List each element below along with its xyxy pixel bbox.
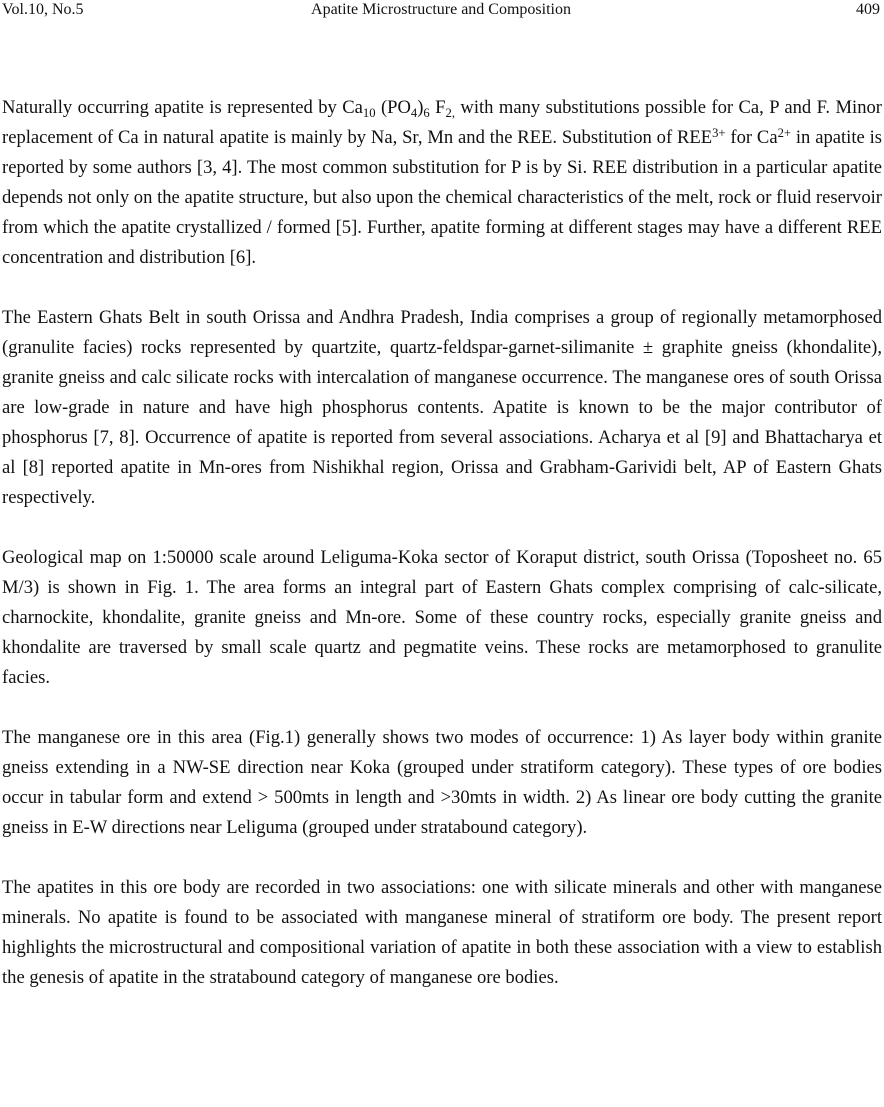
text-run: for Ca [725,127,778,148]
subscript: 6 [423,105,430,120]
superscript: 2+ [777,125,792,140]
subscript: 4 [410,105,418,120]
page-number: 409 [856,1,880,18]
paragraph-apatite-associations: The apatites in this ore body are recorded in two associations: one with silicate minerals and other with manganese minerals. No apatite is found to be associated with manganese mineral of stratiform ore body. The present report highlights the microstructural and compositional variation of apatite in both these association with a view to establish the genesis of apatite in the stratabound category of manganese ore bodies. [2,877,882,988]
body-text [2,93,882,993]
subscript: 10 [362,105,376,120]
text-run: (PO [375,97,411,118]
running-title: Apatite Microstructure and Composition [311,1,571,18]
text-run: with many substitutions possible for Ca, P and F. Minor replacement of Ca in natural apatite is mainly by Na, Sr, Mn and the REE. Substitution of REE [2,97,882,148]
paragraph-geological-map: Geological map on 1:50000 scale around Leliguma-Koka sector of Koraput district, south Orissa (Toposheet no. 65 M/3) is shown in Fig. 1. The area forms an integral part of Eastern Ghats complex comprising of calc-silicate, charnockite, khondalite, granite gneiss and Mn-ore. Some of these country rocks, especially granite gneiss and khondalite are traversed by small scale quartz and pegmatite veins. These rocks are metamorphosed to granulite facies. [2,547,882,688]
paragraph-manganese-ore: The manganese ore in this area (Fig.1) generally shows two modes of occurrence: 1) As layer body within granite gneiss extending in a NW-SE direction near Koka (grouped under stratiform category). These types of ore bodies occur in tabular form and extend > 500mts in length and >30mts in width. 2) As linear ore body cutting the granite gneiss in E-W directions near Leliguma (grouped under stratabound category). [2,727,882,838]
paragraph-eastern-ghats: The Eastern Ghats Belt in south Orissa and Andhra Pradesh, India comprises a group of regionally metamorphosed (granulite facies) rocks represented by quartzite, quartz-feldspar-garnet-silimanite ± graphite gneiss (khondalite), granite gneiss and calc silicate rocks with intercalation of manganese occurrence. The manganese ores of south Orissa are low-grade in nature and have high phosphorus contents. Apatite is known to be the major contributor of phosphorus [7, 8]. Occurrence of apatite is reported from several associations. Acharya et al [9] and Bhattacharya et al [8] reported apatite in Mn-ores from Nishikhal region, Orissa and Grabham-Garividi belt, AP of Eastern Ghats respectively. [2,307,882,508]
superscript: 3+ [712,125,726,140]
running-header [2,0,880,22]
volume-number: Vol.10, No.5 [2,1,84,18]
text-run: in apatite is reported by some authors [3, 4]. The most common substitution for P is by Si. REE distribution in a particular apatite depends not only on the apatite structure, but also upon the chemical characteristics of the melt, rock or fluid reservoir from which the apatite crystallized / formed [5]. Further, apatite forming at different stages may have a different REE concentration and distribution [6]. [2,127,882,268]
subscript: 2, [445,105,455,120]
text-run: F [429,97,446,118]
text-run: Naturally occurring apatite is represented by Ca [2,97,363,118]
text-run: ) [417,97,424,118]
paragraph-apatite-composition [2,93,882,273]
